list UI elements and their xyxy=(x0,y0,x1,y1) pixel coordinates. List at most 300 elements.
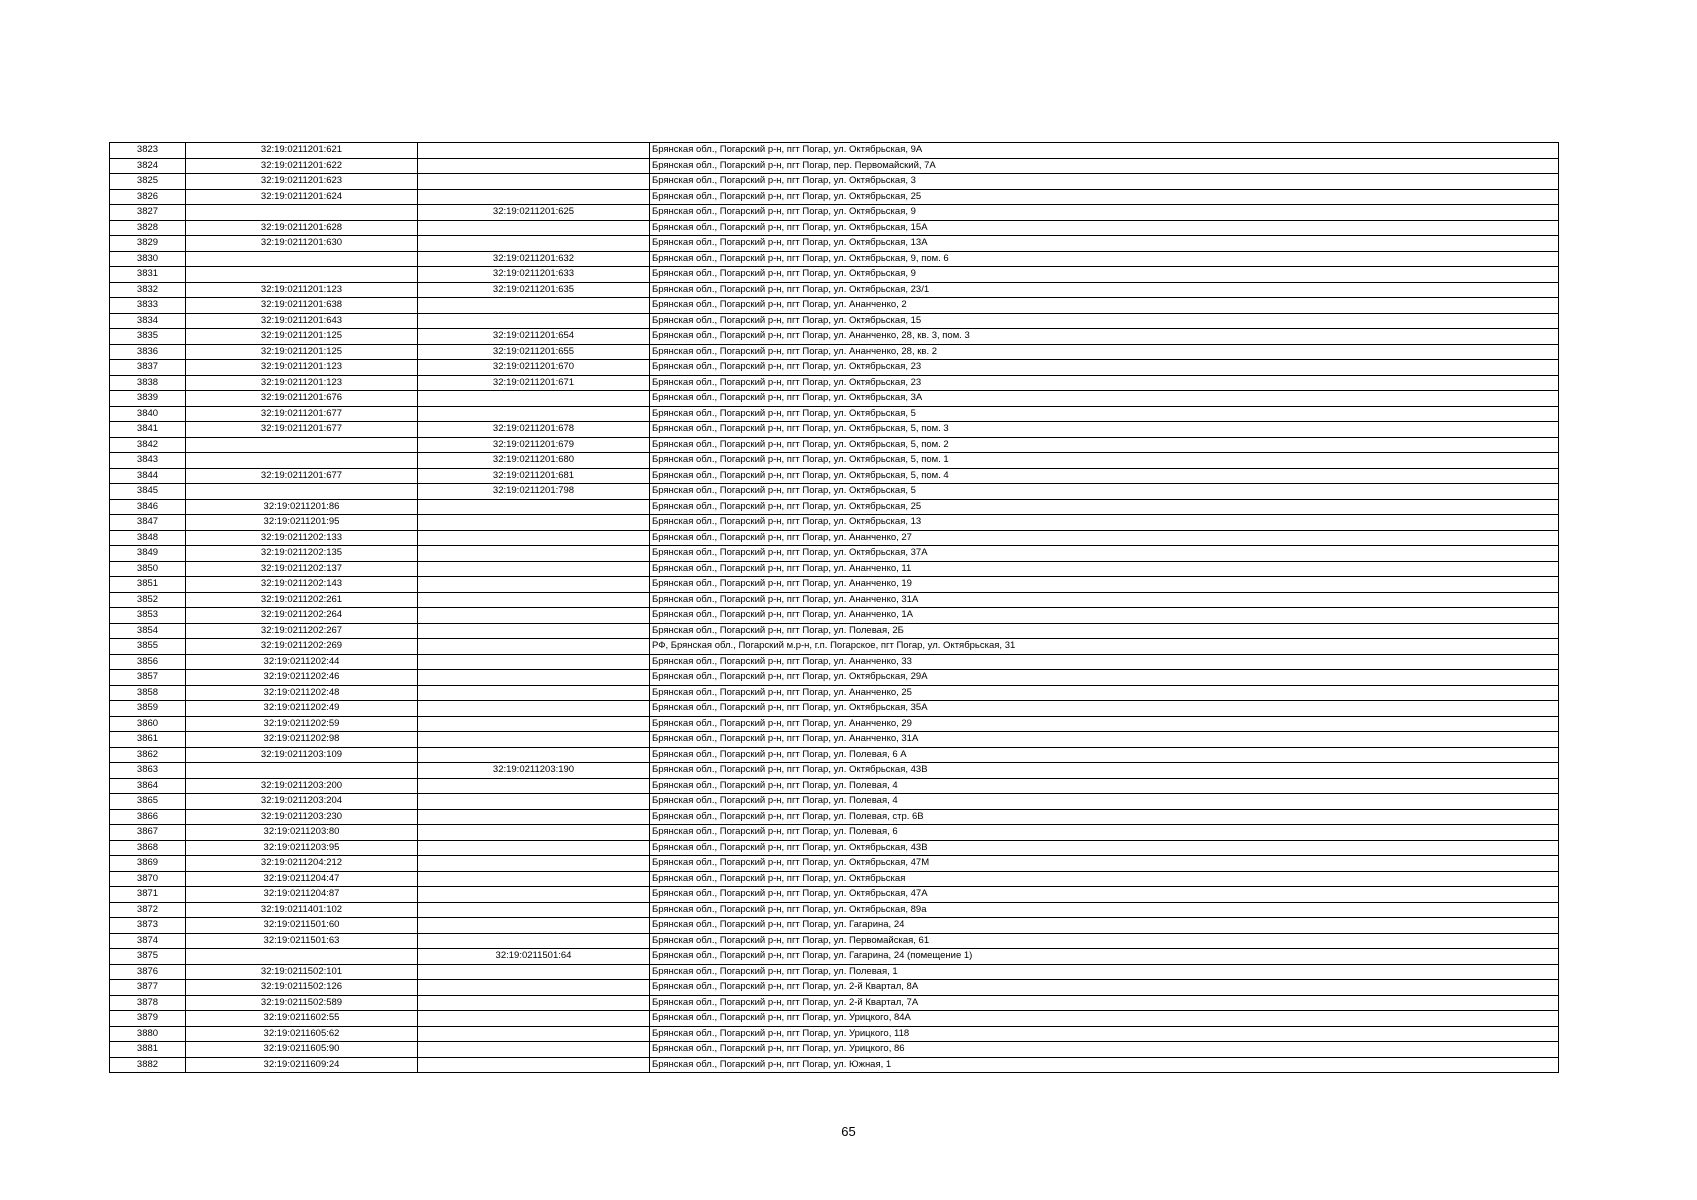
address-cell: Брянская обл., Погарский р-н, пгт Погар, пер. Первомайский, 7А xyxy=(650,158,1559,174)
table-row xyxy=(110,1026,1559,1042)
cadastral-number-cell: 32:19:0211201:125 xyxy=(186,329,418,345)
registry-table-body xyxy=(110,143,1559,1073)
row-number-cell: 3828 xyxy=(110,220,186,236)
cadastral-number-cell: 32:19:0211202:44 xyxy=(186,654,418,670)
related-cadastral-number-cell xyxy=(418,561,650,577)
row-number-cell: 3847 xyxy=(110,515,186,531)
related-cadastral-number-cell xyxy=(418,143,650,159)
address-cell: Брянская обл., Погарский р-н, пгт Погар, ул. Октябрьская, 13 xyxy=(650,515,1559,531)
cadastral-number-cell: 32:19:0211201:95 xyxy=(186,515,418,531)
row-number-cell: 3851 xyxy=(110,577,186,593)
cadastral-number-cell: 32:19:0211201:86 xyxy=(186,499,418,515)
registry-table xyxy=(109,142,1559,1073)
related-cadastral-number-cell xyxy=(418,530,650,546)
table-row xyxy=(110,639,1559,655)
table-row xyxy=(110,205,1559,221)
row-number-cell: 3875 xyxy=(110,949,186,965)
row-number-cell: 3830 xyxy=(110,251,186,267)
table-row xyxy=(110,809,1559,825)
related-cadastral-number-cell xyxy=(418,933,650,949)
related-cadastral-number-cell xyxy=(418,716,650,732)
related-cadastral-number-cell: 32:19:0211201:635 xyxy=(418,282,650,298)
address-cell: Брянская обл., Погарский р-н, пгт Погар, ул. Октябрьская, 13А xyxy=(650,236,1559,252)
related-cadastral-number-cell xyxy=(418,499,650,515)
row-number-cell: 3855 xyxy=(110,639,186,655)
table-row xyxy=(110,422,1559,438)
row-number-cell: 3882 xyxy=(110,1057,186,1073)
address-cell: Брянская обл., Погарский р-н, пгт Погар, ул. Октябрьская, 35А xyxy=(650,701,1559,717)
related-cadastral-number-cell: 32:19:0211201:679 xyxy=(418,437,650,453)
cadastral-number-cell: 32:19:0211204:87 xyxy=(186,887,418,903)
address-cell: Брянская обл., Погарский р-н, пгт Погар, ул. Полевая, 4 xyxy=(650,794,1559,810)
cadastral-number-cell xyxy=(186,484,418,500)
cadastral-number-cell: 32:19:0211201:622 xyxy=(186,158,418,174)
table-row xyxy=(110,360,1559,376)
table-row xyxy=(110,236,1559,252)
related-cadastral-number-cell xyxy=(418,654,650,670)
table-row xyxy=(110,561,1559,577)
related-cadastral-number-cell xyxy=(418,778,650,794)
related-cadastral-number-cell xyxy=(418,825,650,841)
row-number-cell: 3837 xyxy=(110,360,186,376)
related-cadastral-number-cell xyxy=(418,747,650,763)
address-cell: Брянская обл., Погарский р-н, пгт Погар, ул. Октябрьская, 25 xyxy=(650,499,1559,515)
cadastral-number-cell: 32:19:0211202:49 xyxy=(186,701,418,717)
address-cell: Брянская обл., Погарский р-н, пгт Погар, ул. Октябрьская, 37А xyxy=(650,546,1559,562)
row-number-cell: 3879 xyxy=(110,1011,186,1027)
table-row xyxy=(110,1042,1559,1058)
address-cell: Брянская обл., Погарский р-н, пгт Погар, ул. Октябрьская, 5, пом. 1 xyxy=(650,453,1559,469)
row-number-cell: 3877 xyxy=(110,980,186,996)
address-cell: Брянская обл., Погарский р-н, пгт Погар, ул. Октябрьская, 47А xyxy=(650,887,1559,903)
table-row xyxy=(110,902,1559,918)
table-row xyxy=(110,189,1559,205)
cadastral-number-cell: 32:19:0211201:125 xyxy=(186,344,418,360)
row-number-cell: 3872 xyxy=(110,902,186,918)
address-cell: Брянская обл., Погарский р-н, пгт Погар, ул. Октябрьская, 5, пом. 2 xyxy=(650,437,1559,453)
related-cadastral-number-cell xyxy=(418,1057,650,1073)
address-cell: Брянская обл., Погарский р-н, пгт Погар, ул. Ананченко, 25 xyxy=(650,685,1559,701)
address-cell: Брянская обл., Погарский р-н, пгт Погар, ул. Ананченко, 19 xyxy=(650,577,1559,593)
table-row xyxy=(110,840,1559,856)
cadastral-number-cell xyxy=(186,949,418,965)
cadastral-number-cell xyxy=(186,267,418,283)
row-number-cell: 3858 xyxy=(110,685,186,701)
address-cell: Брянская обл., Погарский р-н, пгт Погар, ул. Октябрьская, 5, пом. 3 xyxy=(650,422,1559,438)
table-row xyxy=(110,174,1559,190)
cadastral-number-cell: 32:19:0211204:212 xyxy=(186,856,418,872)
cadastral-number-cell xyxy=(186,205,418,221)
table-row xyxy=(110,468,1559,484)
cadastral-number-cell: 32:19:0211501:63 xyxy=(186,933,418,949)
address-cell: Брянская обл., Погарский р-н, пгт Погар, ул. 2-й Квартал, 8А xyxy=(650,980,1559,996)
row-number-cell: 3842 xyxy=(110,437,186,453)
address-cell: Брянская обл., Погарский р-н, пгт Погар, ул. Октябрьская, 47М xyxy=(650,856,1559,872)
table-row xyxy=(110,933,1559,949)
cadastral-number-cell: 32:19:0211609:24 xyxy=(186,1057,418,1073)
cadastral-number-cell: 32:19:0211201:638 xyxy=(186,298,418,314)
address-cell: Брянская обл., Погарский р-н, пгт Погар, ул. Октябрьская, 15 xyxy=(650,313,1559,329)
related-cadastral-number-cell xyxy=(418,515,650,531)
row-number-cell: 3869 xyxy=(110,856,186,872)
table-row xyxy=(110,546,1559,562)
related-cadastral-number-cell xyxy=(418,918,650,934)
cadastral-number-cell: 32:19:0211202:261 xyxy=(186,592,418,608)
cadastral-number-cell: 32:19:0211202:269 xyxy=(186,639,418,655)
table-row xyxy=(110,158,1559,174)
cadastral-number-cell: 32:19:0211201:123 xyxy=(186,282,418,298)
row-number-cell: 3836 xyxy=(110,344,186,360)
cadastral-number-cell: 32:19:0211201:643 xyxy=(186,313,418,329)
cadastral-number-cell: 32:19:0211202:133 xyxy=(186,530,418,546)
table-row xyxy=(110,949,1559,965)
row-number-cell: 3873 xyxy=(110,918,186,934)
cadastral-number-cell: 32:19:0211202:264 xyxy=(186,608,418,624)
related-cadastral-number-cell xyxy=(418,313,650,329)
related-cadastral-number-cell xyxy=(418,220,650,236)
row-number-cell: 3881 xyxy=(110,1042,186,1058)
row-number-cell: 3827 xyxy=(110,205,186,221)
row-number-cell: 3850 xyxy=(110,561,186,577)
address-cell: Брянская обл., Погарский р-н, пгт Погар, ул. Октябрьская, 5 xyxy=(650,406,1559,422)
table-row xyxy=(110,143,1559,159)
row-number-cell: 3838 xyxy=(110,375,186,391)
cadastral-number-cell xyxy=(186,453,418,469)
related-cadastral-number-cell xyxy=(418,1042,650,1058)
cadastral-number-cell: 32:19:0211201:623 xyxy=(186,174,418,190)
row-number-cell: 3846 xyxy=(110,499,186,515)
cadastral-number-cell: 32:19:0211203:95 xyxy=(186,840,418,856)
address-cell: РФ, Брянская обл., Погарский м.р-н, г.п. Погарское, пгт Погар, ул. Октябрьская, 31 xyxy=(650,639,1559,655)
related-cadastral-number-cell xyxy=(418,577,650,593)
cadastral-number-cell xyxy=(186,437,418,453)
related-cadastral-number-cell xyxy=(418,871,650,887)
address-cell: Брянская обл., Погарский р-н, пгт Погар, ул. Полевая, 6 xyxy=(650,825,1559,841)
cadastral-number-cell: 32:19:0211202:143 xyxy=(186,577,418,593)
related-cadastral-number-cell xyxy=(418,701,650,717)
cadastral-number-cell: 32:19:0211202:137 xyxy=(186,561,418,577)
table-row xyxy=(110,980,1559,996)
related-cadastral-number-cell xyxy=(418,964,650,980)
table-row xyxy=(110,220,1559,236)
address-cell: Брянская обл., Погарский р-н, пгт Погар, ул. Октябрьская, 5 xyxy=(650,484,1559,500)
address-cell: Брянская обл., Погарский р-н, пгт Погар, ул. Октябрьская, 3А xyxy=(650,391,1559,407)
table-row xyxy=(110,763,1559,779)
address-cell: Брянская обл., Погарский р-н, пгт Погар, ул. Полевая, 4 xyxy=(650,778,1559,794)
table-row xyxy=(110,856,1559,872)
row-number-cell: 3874 xyxy=(110,933,186,949)
related-cadastral-number-cell xyxy=(418,995,650,1011)
row-number-cell: 3831 xyxy=(110,267,186,283)
cadastral-number-cell: 32:19:0211502:101 xyxy=(186,964,418,980)
cadastral-number-cell: 32:19:0211202:59 xyxy=(186,716,418,732)
address-cell: Брянская обл., Погарский р-н, пгт Погар, ул. Октябрьская, 23 xyxy=(650,360,1559,376)
cadastral-number-cell: 32:19:0211203:80 xyxy=(186,825,418,841)
cadastral-number-cell: 32:19:0211201:621 xyxy=(186,143,418,159)
address-cell: Брянская обл., Погарский р-н, пгт Погар, ул. Октябрьская, 9 xyxy=(650,267,1559,283)
related-cadastral-number-cell xyxy=(418,840,650,856)
cadastral-number-cell: 32:19:0211201:628 xyxy=(186,220,418,236)
table-row xyxy=(110,732,1559,748)
cadastral-number-cell: 32:19:0211203:204 xyxy=(186,794,418,810)
table-row xyxy=(110,344,1559,360)
table-row xyxy=(110,623,1559,639)
related-cadastral-number-cell xyxy=(418,980,650,996)
address-cell: Брянская обл., Погарский р-н, пгт Погар, ул. Ананченко, 31А xyxy=(650,592,1559,608)
row-number-cell: 3852 xyxy=(110,592,186,608)
row-number-cell: 3825 xyxy=(110,174,186,190)
related-cadastral-number-cell xyxy=(418,670,650,686)
row-number-cell: 3832 xyxy=(110,282,186,298)
table-row xyxy=(110,437,1559,453)
address-cell: Брянская обл., Погарский р-н, пгт Погар, ул. Ананченко, 11 xyxy=(650,561,1559,577)
cadastral-number-cell: 32:19:0211401:102 xyxy=(186,902,418,918)
row-number-cell: 3868 xyxy=(110,840,186,856)
row-number-cell: 3880 xyxy=(110,1026,186,1042)
row-number-cell: 3840 xyxy=(110,406,186,422)
address-cell: Брянская обл., Погарский р-н, пгт Погар, ул. Октябрьская, 5, пом. 4 xyxy=(650,468,1559,484)
row-number-cell: 3867 xyxy=(110,825,186,841)
row-number-cell: 3853 xyxy=(110,608,186,624)
row-number-cell: 3860 xyxy=(110,716,186,732)
table-row xyxy=(110,608,1559,624)
address-cell: Брянская обл., Погарский р-н, пгт Погар, ул. Ананченко, 33 xyxy=(650,654,1559,670)
cadastral-number-cell: 32:19:0211202:267 xyxy=(186,623,418,639)
cadastral-number-cell: 32:19:0211201:624 xyxy=(186,189,418,205)
related-cadastral-number-cell: 32:19:0211201:654 xyxy=(418,329,650,345)
related-cadastral-number-cell xyxy=(418,174,650,190)
row-number-cell: 3857 xyxy=(110,670,186,686)
related-cadastral-number-cell: 32:19:0211201:681 xyxy=(418,468,650,484)
related-cadastral-number-cell xyxy=(418,608,650,624)
address-cell: Брянская обл., Погарский р-н, пгт Погар, ул. Октябрьская, 23/1 xyxy=(650,282,1559,298)
cadastral-number-cell: 32:19:0211202:135 xyxy=(186,546,418,562)
address-cell: Брянская обл., Погарский р-н, пгт Погар, ул. Урицкого, 84А xyxy=(650,1011,1559,1027)
row-number-cell: 3849 xyxy=(110,546,186,562)
related-cadastral-number-cell xyxy=(418,639,650,655)
table-row xyxy=(110,918,1559,934)
table-row xyxy=(110,499,1559,515)
cadastral-number-cell: 32:19:0211202:98 xyxy=(186,732,418,748)
related-cadastral-number-cell xyxy=(418,189,650,205)
cadastral-number-cell xyxy=(186,251,418,267)
cadastral-number-cell: 32:19:0211201:677 xyxy=(186,422,418,438)
address-cell: Брянская обл., Погарский р-н, пгт Погар, ул. Октябрьская, 25 xyxy=(650,189,1559,205)
address-cell: Брянская обл., Погарский р-н, пгт Погар, ул. 2-й Квартал, 7А xyxy=(650,995,1559,1011)
row-number-cell: 3824 xyxy=(110,158,186,174)
address-cell: Брянская обл., Погарский р-н, пгт Погар, ул. Октябрьская, 9А xyxy=(650,143,1559,159)
row-number-cell: 3870 xyxy=(110,871,186,887)
address-cell: Брянская обл., Погарский р-н, пгт Погар, ул. Октябрьская, 23 xyxy=(650,375,1559,391)
related-cadastral-number-cell xyxy=(418,887,650,903)
table-row xyxy=(110,654,1559,670)
related-cadastral-number-cell xyxy=(418,1011,650,1027)
related-cadastral-number-cell: 32:19:0211201:678 xyxy=(418,422,650,438)
cadastral-number-cell: 32:19:0211204:47 xyxy=(186,871,418,887)
cadastral-number-cell: 32:19:0211201:123 xyxy=(186,360,418,376)
page-number: 65 xyxy=(841,1124,856,1139)
table-row xyxy=(110,778,1559,794)
address-cell: Брянская обл., Погарский р-н, пгт Погар, ул. Урицкого, 118 xyxy=(650,1026,1559,1042)
related-cadastral-number-cell xyxy=(418,1026,650,1042)
row-number-cell: 3864 xyxy=(110,778,186,794)
table-row xyxy=(110,1011,1559,1027)
table-row xyxy=(110,267,1559,283)
row-number-cell: 3861 xyxy=(110,732,186,748)
address-cell: Брянская обл., Погарский р-н, пгт Погар, ул. Полевая, 1 xyxy=(650,964,1559,980)
row-number-cell: 3844 xyxy=(110,468,186,484)
related-cadastral-number-cell xyxy=(418,592,650,608)
row-number-cell: 3829 xyxy=(110,236,186,252)
row-number-cell: 3833 xyxy=(110,298,186,314)
row-number-cell: 3859 xyxy=(110,701,186,717)
row-number-cell: 3866 xyxy=(110,809,186,825)
related-cadastral-number-cell xyxy=(418,623,650,639)
row-number-cell: 3856 xyxy=(110,654,186,670)
cadastral-number-cell: 32:19:0211502:589 xyxy=(186,995,418,1011)
row-number-cell: 3826 xyxy=(110,189,186,205)
table-row xyxy=(110,592,1559,608)
address-cell: Брянская обл., Погарский р-н, пгт Погар, ул. Ананченко, 28, кв. 2 xyxy=(650,344,1559,360)
table-row xyxy=(110,515,1559,531)
address-cell: Брянская обл., Погарский р-н, пгт Погар, ул. Ананченко, 27 xyxy=(650,530,1559,546)
table-row xyxy=(110,701,1559,717)
address-cell: Брянская обл., Погарский р-н, пгт Погар, ул. Октябрьская xyxy=(650,871,1559,887)
address-cell: Брянская обл., Погарский р-н, пгт Погар, ул. Октябрьская, 15А xyxy=(650,220,1559,236)
related-cadastral-number-cell xyxy=(418,902,650,918)
table-row xyxy=(110,964,1559,980)
cadastral-number-cell xyxy=(186,763,418,779)
related-cadastral-number-cell: 32:19:0211203:190 xyxy=(418,763,650,779)
address-cell: Брянская обл., Погарский р-н, пгт Погар, ул. Октябрьская, 89а xyxy=(650,902,1559,918)
related-cadastral-number-cell xyxy=(418,236,650,252)
address-cell: Брянская обл., Погарский р-н, пгт Погар, ул. Ананченко, 2 xyxy=(650,298,1559,314)
address-cell: Брянская обл., Погарский р-н, пгт Погар, ул. Ананченко, 29 xyxy=(650,716,1559,732)
table-row xyxy=(110,825,1559,841)
cadastral-number-cell: 32:19:0211201:630 xyxy=(186,236,418,252)
address-cell: Брянская обл., Погарский р-н, пгт Погар, ул. Ананченко, 31А xyxy=(650,732,1559,748)
table-row xyxy=(110,298,1559,314)
cadastral-number-cell: 32:19:0211203:200 xyxy=(186,778,418,794)
related-cadastral-number-cell xyxy=(418,794,650,810)
row-number-cell: 3854 xyxy=(110,623,186,639)
address-cell: Брянская обл., Погарский р-н, пгт Погар, ул. Полевая, 2Б xyxy=(650,623,1559,639)
related-cadastral-number-cell: 32:19:0211201:680 xyxy=(418,453,650,469)
table-row xyxy=(110,329,1559,345)
table-row xyxy=(110,282,1559,298)
cadastral-number-cell: 32:19:0211202:46 xyxy=(186,670,418,686)
cadastral-number-cell: 32:19:0211202:48 xyxy=(186,685,418,701)
table-row xyxy=(110,406,1559,422)
address-cell: Брянская обл., Погарский р-н, пгт Погар, ул. Октябрьская, 29А xyxy=(650,670,1559,686)
table-row xyxy=(110,1057,1559,1073)
related-cadastral-number-cell: 32:19:0211201:655 xyxy=(418,344,650,360)
cadastral-number-cell: 32:19:0211201:123 xyxy=(186,375,418,391)
table-row xyxy=(110,375,1559,391)
address-cell: Брянская обл., Погарский р-н, пгт Погар, ул. Полевая, стр. 6В xyxy=(650,809,1559,825)
cadastral-number-cell: 32:19:0211605:62 xyxy=(186,1026,418,1042)
related-cadastral-number-cell xyxy=(418,406,650,422)
related-cadastral-number-cell: 32:19:0211201:670 xyxy=(418,360,650,376)
table-row xyxy=(110,670,1559,686)
address-cell: Брянская обл., Погарский р-н, пгт Погар, ул. Октябрьская, 43В xyxy=(650,840,1559,856)
address-cell: Брянская обл., Погарский р-н, пгт Погар, ул. Октябрьская, 9, пом. 6 xyxy=(650,251,1559,267)
address-cell: Брянская обл., Погарский р-н, пгт Погар, ул. Октябрьская, 9 xyxy=(650,205,1559,221)
table-row xyxy=(110,530,1559,546)
table-row xyxy=(110,685,1559,701)
cadastral-number-cell: 32:19:0211201:677 xyxy=(186,468,418,484)
address-cell: Брянская обл., Погарский р-н, пгт Погар, ул. Ананченко, 1А xyxy=(650,608,1559,624)
cadastral-number-cell: 32:19:0211201:677 xyxy=(186,406,418,422)
address-cell: Брянская обл., Погарский р-н, пгт Погар, ул. Ананченко, 28, кв. 3, пом. 3 xyxy=(650,329,1559,345)
address-cell: Брянская обл., Погарский р-н, пгт Погар, ул. Октябрьская, 3 xyxy=(650,174,1559,190)
row-number-cell: 3843 xyxy=(110,453,186,469)
table-row xyxy=(110,716,1559,732)
cadastral-number-cell: 32:19:0211602:55 xyxy=(186,1011,418,1027)
related-cadastral-number-cell xyxy=(418,685,650,701)
related-cadastral-number-cell xyxy=(418,546,650,562)
address-cell: Брянская обл., Погарский р-н, пгт Погар, ул. Гагарина, 24 (помещение 1) xyxy=(650,949,1559,965)
related-cadastral-number-cell xyxy=(418,809,650,825)
related-cadastral-number-cell xyxy=(418,856,650,872)
row-number-cell: 3845 xyxy=(110,484,186,500)
row-number-cell: 3834 xyxy=(110,313,186,329)
related-cadastral-number-cell xyxy=(418,158,650,174)
address-cell: Брянская обл., Погарский р-н, пгт Погар, ул. Октябрьская, 43В xyxy=(650,763,1559,779)
table-row xyxy=(110,251,1559,267)
cadastral-number-cell: 32:19:0211502:126 xyxy=(186,980,418,996)
row-number-cell: 3839 xyxy=(110,391,186,407)
related-cadastral-number-cell: 32:19:0211201:625 xyxy=(418,205,650,221)
related-cadastral-number-cell xyxy=(418,732,650,748)
table-row xyxy=(110,794,1559,810)
address-cell: Брянская обл., Погарский р-н, пгт Погар, ул. Южная, 1 xyxy=(650,1057,1559,1073)
related-cadastral-number-cell xyxy=(418,391,650,407)
table-row xyxy=(110,995,1559,1011)
row-number-cell: 3865 xyxy=(110,794,186,810)
row-number-cell: 3871 xyxy=(110,887,186,903)
address-cell: Брянская обл., Погарский р-н, пгт Погар, ул. Урицкого, 86 xyxy=(650,1042,1559,1058)
table-row xyxy=(110,313,1559,329)
row-number-cell: 3835 xyxy=(110,329,186,345)
cadastral-number-cell: 32:19:0211203:109 xyxy=(186,747,418,763)
related-cadastral-number-cell: 32:19:0211201:671 xyxy=(418,375,650,391)
related-cadastral-number-cell xyxy=(418,298,650,314)
table-row xyxy=(110,747,1559,763)
row-number-cell: 3848 xyxy=(110,530,186,546)
related-cadastral-number-cell: 32:19:0211201:798 xyxy=(418,484,650,500)
row-number-cell: 3841 xyxy=(110,422,186,438)
address-cell: Брянская обл., Погарский р-н, пгт Погар, ул. Первомайская, 61 xyxy=(650,933,1559,949)
address-cell: Брянская обл., Погарский р-н, пгт Погар, ул. Гагарина, 24 xyxy=(650,918,1559,934)
row-number-cell: 3863 xyxy=(110,763,186,779)
table-row xyxy=(110,871,1559,887)
table-row xyxy=(110,391,1559,407)
table-row xyxy=(110,577,1559,593)
row-number-cell: 3878 xyxy=(110,995,186,1011)
row-number-cell: 3823 xyxy=(110,143,186,159)
table-row xyxy=(110,453,1559,469)
row-number-cell: 3876 xyxy=(110,964,186,980)
cadastral-number-cell: 32:19:0211501:60 xyxy=(186,918,418,934)
related-cadastral-number-cell: 32:19:0211201:633 xyxy=(418,267,650,283)
related-cadastral-number-cell: 32:19:0211201:632 xyxy=(418,251,650,267)
table-row xyxy=(110,484,1559,500)
table-row xyxy=(110,887,1559,903)
cadastral-number-cell: 32:19:0211201:676 xyxy=(186,391,418,407)
related-cadastral-number-cell: 32:19:0211501:64 xyxy=(418,949,650,965)
cadastral-number-cell: 32:19:0211605:90 xyxy=(186,1042,418,1058)
